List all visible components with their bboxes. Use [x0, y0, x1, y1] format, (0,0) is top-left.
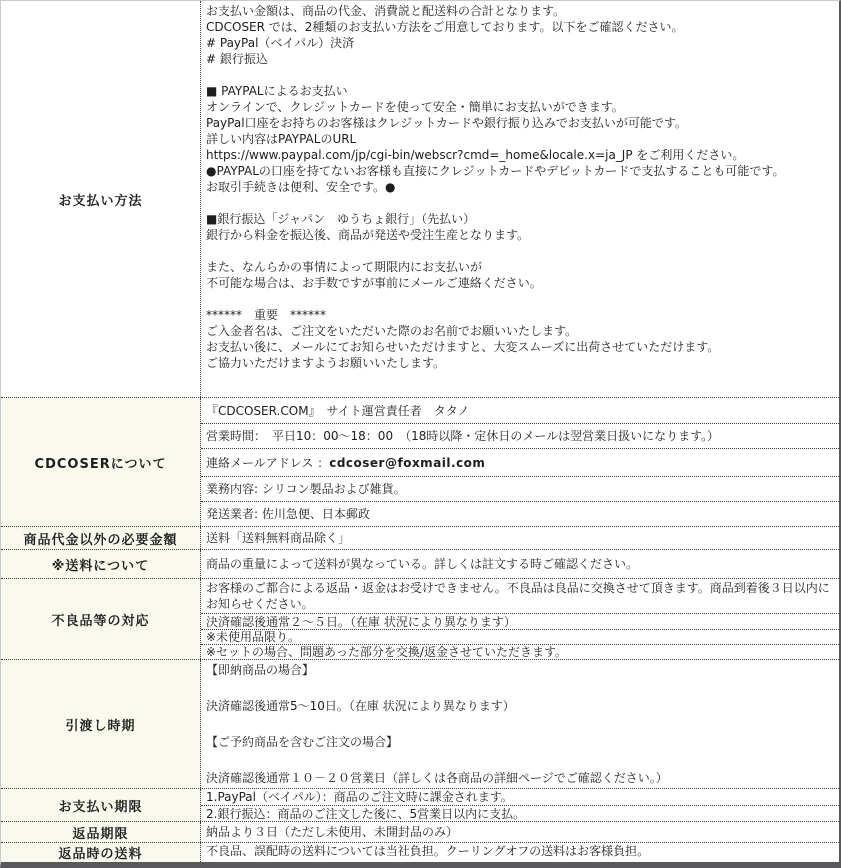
row-content	[201, 822, 839, 842]
text-line: ※未使用品限り。	[206, 630, 301, 644]
text-line: # 銀行振込	[206, 52, 268, 66]
text-line: お客様のご都合による返品・返金はお受けできません。不良品は良品に交換させて頂きます。商品到着後３日以内にお知らせください。	[206, 581, 830, 611]
business-hours-text: 営業時間： 平日10：00～18：00 （18時以降・定休日のメールは翌営業日扱いになります。）	[206, 429, 720, 443]
content-cell	[201, 660, 839, 788]
text-line: ■銀行振込「ジャパン ゆうちょ銀行」（先払い）	[206, 212, 476, 226]
text-line	[206, 291, 836, 307]
row-content	[201, 660, 839, 788]
row-content	[201, 579, 839, 659]
content-cell	[201, 629, 839, 644]
text-line: ※セットの場合、問題あった部分を交換/返金させていただきます。	[206, 645, 568, 659]
text-line	[206, 243, 836, 259]
text-line: ●PAYPALの口座を持てないお客様も直接にクレジットカードやデビットカードで支払することも可能です。	[206, 164, 785, 178]
text-line	[206, 751, 836, 769]
content-cell	[201, 501, 839, 526]
content-cell	[201, 613, 839, 629]
content-cell	[201, 644, 839, 659]
content-cell	[201, 1, 839, 372]
text-line: # PayPal（ベイパル）決済	[206, 36, 355, 50]
text-line: PayPal口座をお持ちのお客様はクレジットカードや銀行振り込みでお支払いが可能です。	[206, 116, 687, 130]
text-line: 納品より３日（ただし未使用、未開封品のみ）	[206, 825, 459, 839]
row-header-label: 引渡し時期	[65, 718, 136, 734]
row-header-label: CDCOSERについて	[34, 456, 167, 472]
content-cell	[201, 423, 839, 448]
table-row-return-deadline	[1, 821, 839, 842]
content-cell	[201, 822, 839, 842]
text-line: 2.銀行振込：商品のご注文した後に、5営業日以内に支払。	[206, 806, 526, 821]
row-header-shipping-note	[1, 550, 201, 578]
content-cell	[201, 448, 839, 476]
text-line: ****** 重要 ******	[206, 308, 327, 322]
row-header-label: ※送料について	[51, 558, 150, 574]
row-header-return-deadline	[1, 822, 201, 842]
email-address: cdcoser@foxmail.com	[329, 455, 486, 470]
row-header-label: 商品代金以外の必要金額	[23, 532, 178, 548]
table-row-about-cdcoser	[1, 397, 839, 526]
content-cell	[201, 476, 839, 501]
table-row-extra-charges	[1, 526, 839, 549]
row-content	[201, 527, 839, 549]
text-line: お支払い後に、メールにてお知らせいただけますと、大変スムーズに出荷させていただけます。	[206, 340, 720, 354]
row-header-label: 不良品等の対応	[51, 613, 150, 629]
row-content	[201, 550, 839, 578]
row-content	[201, 843, 839, 862]
content-cell	[201, 789, 839, 805]
text-line: 銀行から料金を振込後、商品が発送や受注生産となります。	[206, 228, 530, 242]
content-cell	[201, 527, 839, 549]
content-cell	[201, 398, 839, 423]
row-header-label: 返品期限	[72, 826, 129, 842]
text-line: 商品の重量によって送料が異なっている。詳しくは註文する時ご確認ください。	[206, 557, 639, 571]
content-cell	[201, 550, 839, 578]
text-line: CDCOSER では、2種類のお支払い方法をご用意しております。以下をご確認ください。	[206, 20, 684, 34]
business-description-text: 業務内容: シリコン製品および雑貨。	[206, 482, 406, 496]
row-header-defective-items	[1, 579, 201, 659]
table-row-defective-items	[1, 578, 839, 659]
text-line: お取引手続きは便利、安全です。●	[206, 180, 396, 194]
row-content	[201, 1, 839, 397]
text-line: 送料「送料無料商品除く」	[206, 531, 351, 545]
text-line: 1.PayPal（ベイパル）：商品のご注文時に課金されます。	[206, 790, 513, 804]
row-header-label: お支払い方法	[58, 193, 143, 209]
text-line: 【ご予約商品を含むご注文の場合】	[206, 735, 399, 749]
text-line: 決済確認後通常5～10日。（在庫 状況により異なります）	[206, 699, 515, 713]
shipping-carrier-text: 発送業者: 佐川急便、日本郵政	[206, 507, 370, 521]
row-header-payment-deadline	[1, 789, 201, 821]
row-header-delivery-time	[1, 660, 201, 788]
text-line: 不良品、誤配時の送料については当社負担。クーリングオフの送料はお客様負担。	[206, 844, 650, 858]
contact-email-label: 連絡メールアドレス ：	[206, 455, 330, 470]
table-row-delivery-time	[1, 659, 839, 788]
content-cell	[201, 579, 839, 613]
text-line: 決済確認後通常１０－２０営業日（詳しくは各商品の詳細ページでご確認ください。）	[206, 771, 668, 785]
text-line: 不可能な場合は、お手数ですが事前にメールご連絡ください。	[206, 276, 542, 290]
content-cell	[201, 805, 839, 821]
text-line	[206, 195, 836, 211]
text-line: 決済確認後通常２～５日。（在庫 状況により異なります）	[206, 614, 516, 629]
row-header-extra-charges	[1, 527, 201, 549]
content-cell	[201, 843, 839, 859]
table-row-return-shipping-fee	[1, 842, 839, 862]
row-header-label: 返品時の送料	[58, 847, 143, 862]
row-content	[201, 789, 839, 821]
text-line: また、なんらかの事情によって期限内にお支払いが	[206, 260, 483, 274]
text-line: ご協力いただけますようお願いいたします。	[206, 356, 446, 370]
table-row-shipping-note	[1, 549, 839, 578]
text-line	[206, 67, 836, 83]
text-line: お支払い金額は、商品の代金、消費説と配送料の合計となります。	[206, 4, 566, 18]
row-header-return-shipping-fee	[1, 843, 201, 862]
row-header-payment-method	[1, 1, 201, 397]
text-line: 【即納商品の場合】	[206, 663, 315, 677]
table-row-payment-method	[1, 1, 839, 397]
paypal-url-text: https://www.paypal.com/jp/cgi-bin/webscr?cmd=_home&locale.x=ja_JP をご利用ください。	[206, 148, 745, 162]
text-line	[206, 679, 836, 697]
site-operator-text: 『CDCOSER.COM』 サイト運営責任者 タタノ	[206, 403, 470, 418]
text-line: 詳しい内容はPAYPALのURL	[206, 132, 357, 146]
row-header-about-cdcoser	[1, 398, 201, 526]
table-row-payment-deadline	[1, 788, 839, 821]
text-line: オンラインで、クレジットカードを使って安全・簡単にお支払いができます。	[206, 100, 624, 114]
text-line	[206, 715, 836, 733]
row-content	[201, 398, 839, 526]
row-header-label: お支払い期限	[58, 799, 143, 815]
text-line: ご入金者名は、ご注文をいただいた際のお名前でお願いいたします。	[206, 324, 578, 338]
text-line: ■ PAYPALによるお支払い	[206, 84, 348, 98]
